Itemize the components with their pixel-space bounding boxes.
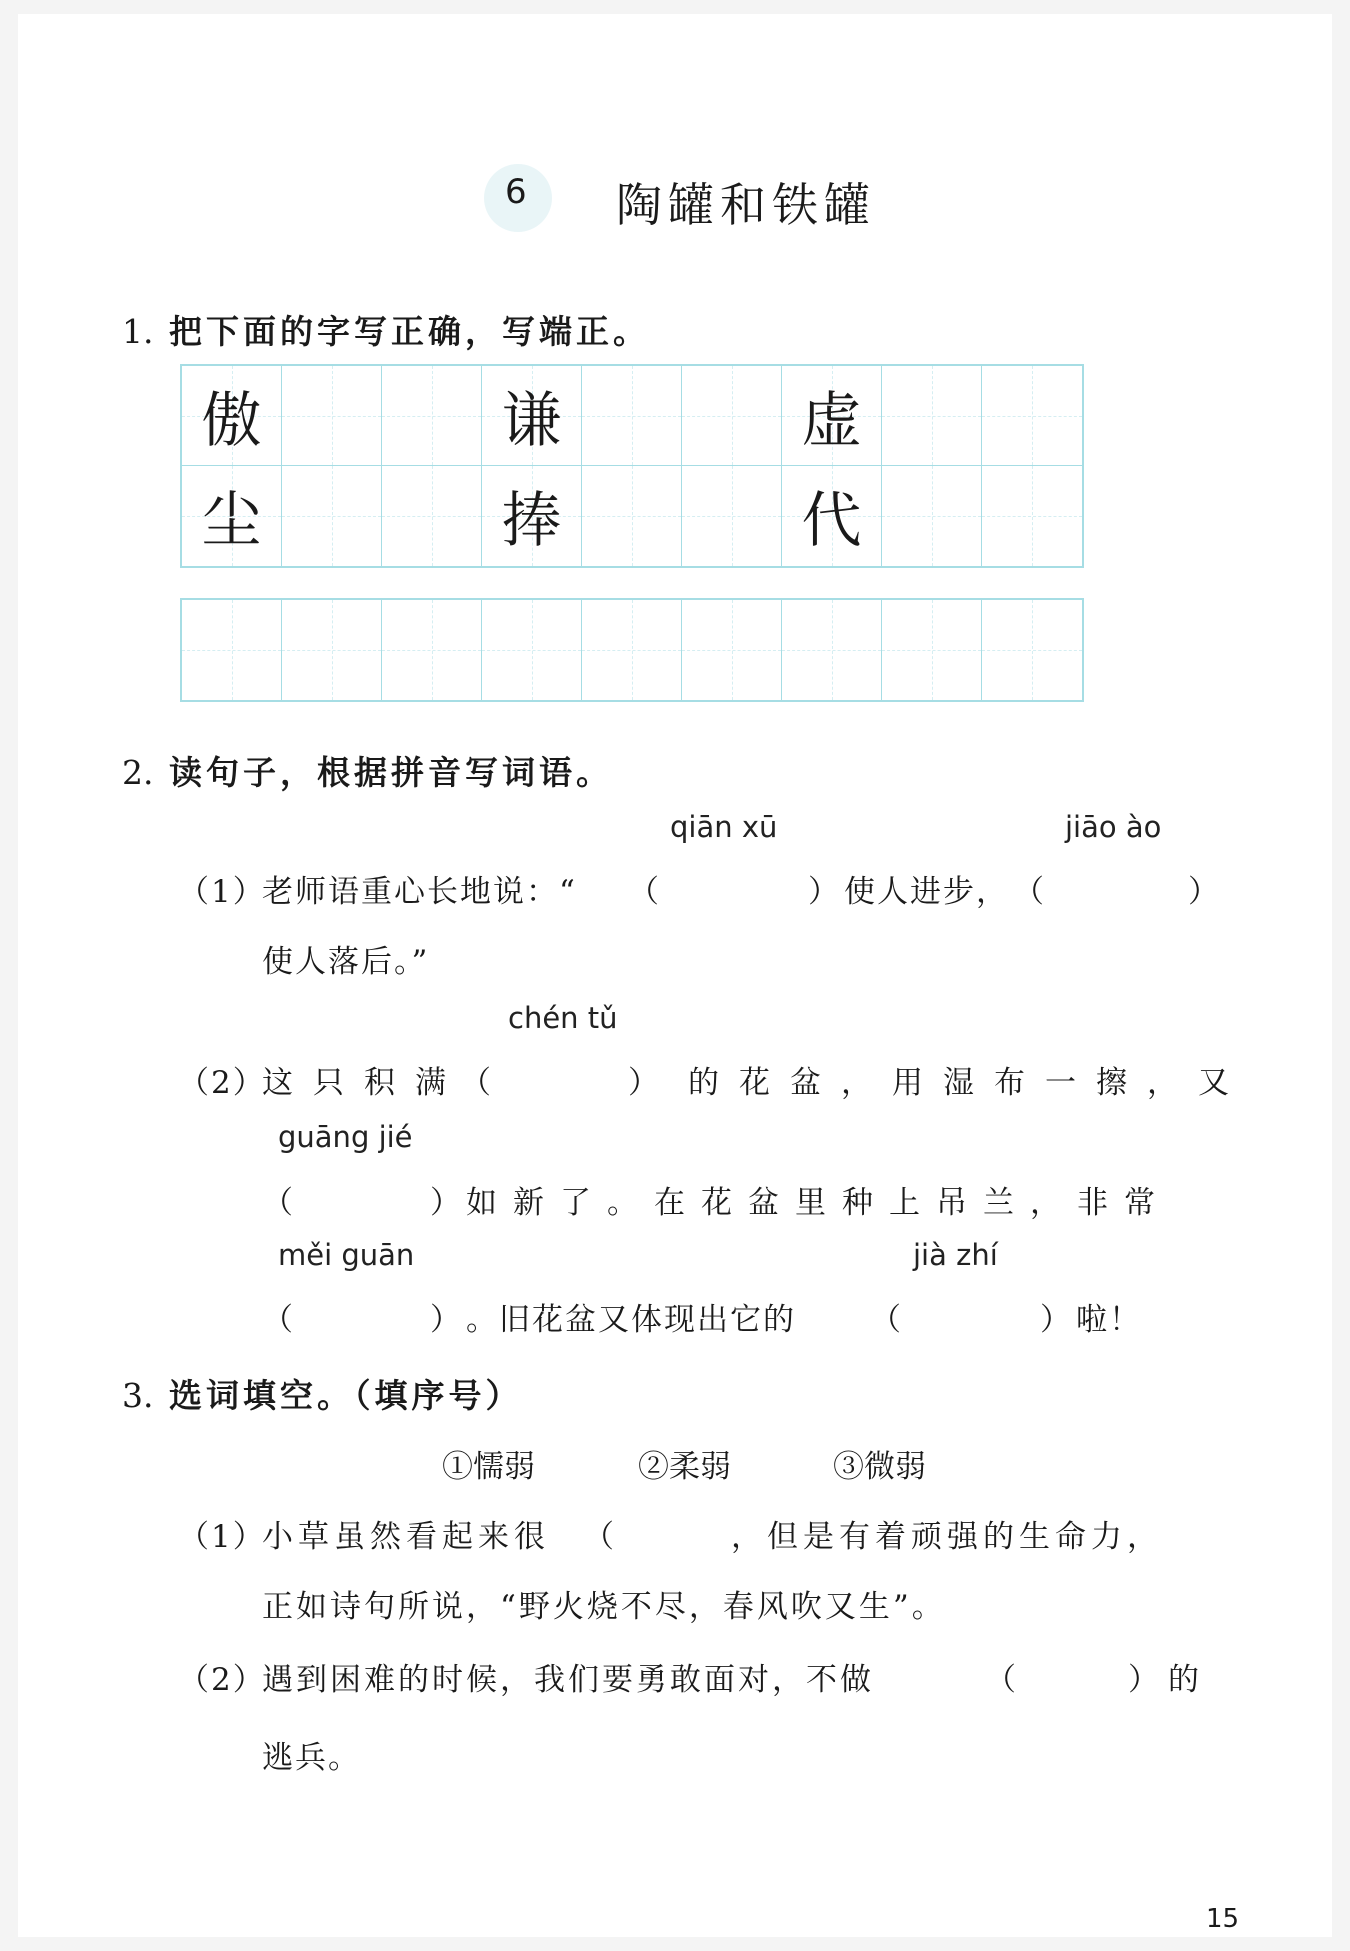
grid-cell-blank[interactable] bbox=[282, 600, 382, 700]
grid-cell-blank[interactable] bbox=[582, 600, 682, 700]
grid-cell-blank[interactable] bbox=[682, 366, 782, 466]
q2-item2-text-a: 这只积满 bbox=[262, 1065, 466, 1101]
paren-open: （ bbox=[460, 1065, 491, 1101]
answer-blank-q3-1[interactable] bbox=[623, 1509, 743, 1549]
q2-item2-text-d: 。旧花盆又体现出它的 bbox=[466, 1302, 796, 1338]
answer-blank-chen-tu[interactable] bbox=[500, 1055, 640, 1095]
q2-item1-text-b: 使人进步， bbox=[844, 874, 1009, 910]
grid-cell-model bbox=[182, 466, 282, 566]
q3-item2-label: （2） bbox=[178, 1662, 266, 1698]
paren-open: （ bbox=[583, 1519, 614, 1555]
q2-item2-text-c: 如新了。在花盆里种上吊兰，非常 bbox=[466, 1185, 1171, 1221]
grid-cell-blank[interactable] bbox=[382, 466, 482, 566]
page-number: 15 bbox=[1206, 1904, 1240, 1934]
answer-blank-jia-zhi[interactable] bbox=[910, 1292, 1050, 1332]
paren-open: （ bbox=[1013, 874, 1044, 910]
q1-instruction: 把下面的字写正确，写端正。 bbox=[169, 312, 650, 351]
paren-close: ） bbox=[1128, 1662, 1159, 1698]
q2-title bbox=[122, 747, 613, 794]
paren-close: ） bbox=[808, 874, 839, 910]
answer-blank-q3-2[interactable] bbox=[1025, 1652, 1145, 1692]
paren-open: （ bbox=[628, 874, 659, 910]
q2-item1-text-c: 使人落后。” bbox=[262, 944, 430, 980]
grid-cell-blank[interactable] bbox=[682, 466, 782, 566]
paren-close: ） bbox=[628, 1065, 659, 1101]
grid-cell-blank[interactable] bbox=[982, 366, 1082, 466]
answer-blank-guang-jie[interactable] bbox=[302, 1175, 442, 1215]
grid-cell-model bbox=[182, 366, 282, 466]
q3-item1-text-b: ，但是有着顽强的生命力， bbox=[731, 1519, 1163, 1555]
q3-item1-text-c: 正如诗句所说，“野火烧不尽，春风吹又生”。 bbox=[262, 1589, 946, 1625]
paren-close: ） bbox=[1040, 1302, 1071, 1338]
q3-number: 3. bbox=[122, 1376, 154, 1415]
pinyin-jia-zhi: jià zhí bbox=[913, 1238, 998, 1272]
pinyin-jiao-ao: jiāo ào bbox=[1065, 810, 1162, 844]
grid-cell-blank[interactable] bbox=[282, 366, 382, 466]
option-2: ②柔弱 bbox=[638, 1449, 731, 1485]
model-char: 代 bbox=[801, 486, 862, 556]
q1-title bbox=[122, 306, 650, 353]
q3-item1-text-a: 小草虽然看起来很 bbox=[262, 1519, 550, 1555]
paren-open: （ bbox=[870, 1302, 901, 1338]
q2-number: 2. bbox=[122, 753, 154, 792]
lesson-title: 陶罐和铁罐 bbox=[616, 178, 876, 232]
pinyin-guang-jie: guāng jié bbox=[278, 1120, 413, 1154]
writing-grid-extra bbox=[180, 598, 1084, 702]
grid-cell-blank[interactable] bbox=[282, 466, 382, 566]
grid-cell-blank[interactable] bbox=[682, 600, 782, 700]
grid-cell-blank[interactable] bbox=[382, 366, 482, 466]
grid-cell-blank[interactable] bbox=[882, 466, 982, 566]
paren-close: ） bbox=[430, 1302, 461, 1338]
model-char: 傲 bbox=[201, 385, 262, 456]
model-char: 尘 bbox=[201, 486, 262, 556]
pinyin-mei-guan: měi guān bbox=[278, 1238, 415, 1272]
paren-close: ） bbox=[1188, 874, 1219, 910]
writing-grid-practice bbox=[180, 364, 1084, 568]
paren-open: （ bbox=[262, 1302, 293, 1338]
grid-cell-blank[interactable] bbox=[182, 600, 282, 700]
paren-close: ） bbox=[430, 1185, 461, 1221]
q3-instruction: 选词填空。（填序号） bbox=[169, 1376, 523, 1415]
q1-number: 1. bbox=[122, 312, 154, 351]
q2-item2-label: （2） bbox=[178, 1065, 266, 1101]
grid-cell-model bbox=[482, 366, 582, 466]
pinyin-qian-xu: qiān xū bbox=[670, 810, 778, 844]
grid-cell-blank[interactable] bbox=[382, 600, 482, 700]
lesson-number: 6 bbox=[505, 172, 527, 212]
model-char: 虚 bbox=[801, 385, 862, 456]
grid-cell-blank[interactable] bbox=[582, 466, 682, 566]
option-3: ③微弱 bbox=[833, 1449, 926, 1485]
option-1: ①懦弱 bbox=[442, 1449, 535, 1485]
q3-item1-label: （1） bbox=[178, 1519, 266, 1555]
answer-blank-qian-xu[interactable] bbox=[668, 864, 808, 904]
grid-cell-blank[interactable] bbox=[582, 366, 682, 466]
model-char: 捧 bbox=[501, 486, 562, 556]
answer-blank-jiao-ao[interactable] bbox=[1053, 864, 1193, 904]
q3-title bbox=[122, 1370, 523, 1417]
grid-cell-model bbox=[482, 466, 582, 566]
pinyin-chen-tu: chén tǔ bbox=[508, 1001, 618, 1035]
grid-cell-blank[interactable] bbox=[782, 600, 882, 700]
q2-item1-label: （1） bbox=[178, 874, 266, 910]
answer-blank-mei-guan[interactable] bbox=[302, 1292, 442, 1332]
paren-open: （ bbox=[262, 1185, 293, 1221]
grid-cell-blank[interactable] bbox=[482, 600, 582, 700]
q3-item2-text-a: 遇到困难的时候，我们要勇敢面对，不做 bbox=[262, 1662, 874, 1698]
model-char: 谦 bbox=[501, 385, 562, 456]
paren-open: （ bbox=[985, 1662, 1016, 1698]
workbook-page bbox=[18, 14, 1332, 1937]
q3-item2-text-b: 的 bbox=[1168, 1662, 1201, 1698]
grid-cell-model bbox=[782, 466, 882, 566]
q2-instruction: 读句子，根据拼音写词语。 bbox=[169, 753, 613, 792]
q2-item2-text-e: 啦！ bbox=[1076, 1302, 1142, 1338]
grid-cell-blank[interactable] bbox=[982, 466, 1082, 566]
q2-item1-text-a: 老师语重心长地说：“ bbox=[262, 874, 577, 910]
grid-cell-blank[interactable] bbox=[882, 600, 982, 700]
q3-item2-text-c: 逃兵。 bbox=[262, 1740, 361, 1776]
grid-cell-blank[interactable] bbox=[982, 600, 1082, 700]
grid-cell-blank[interactable] bbox=[882, 366, 982, 466]
grid-cell-model bbox=[782, 366, 882, 466]
q2-item2-text-b: 的花盆，用湿布一擦，又 bbox=[688, 1065, 1249, 1101]
